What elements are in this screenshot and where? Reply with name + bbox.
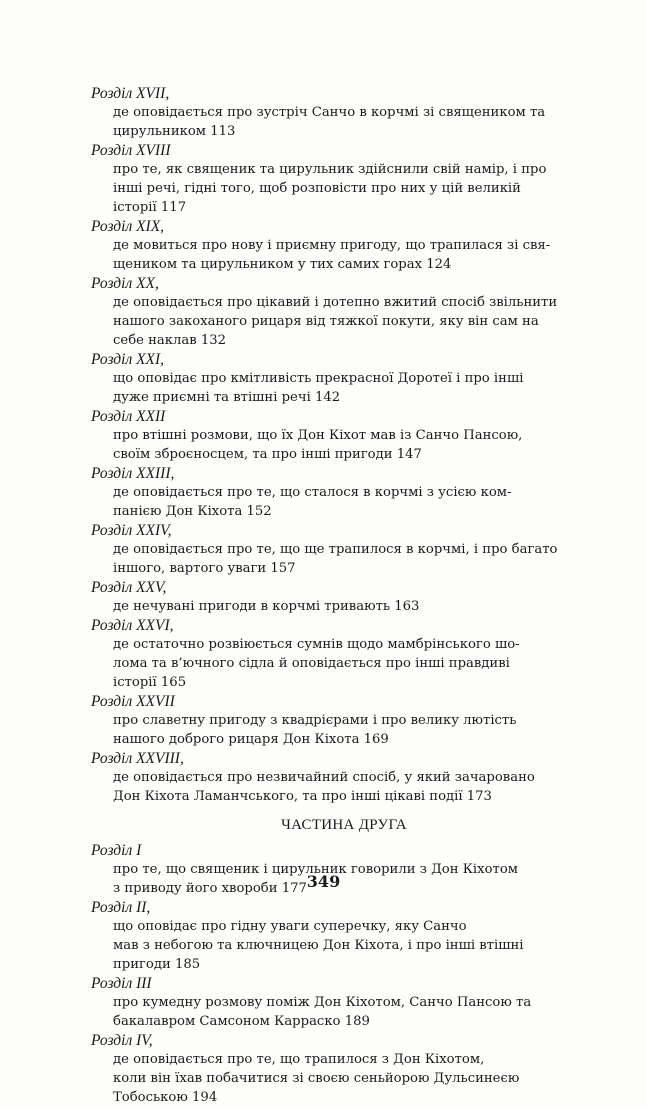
chapter-description-line: лома та в’ючного сідла й оповідається про інші правдиві [113,656,510,671]
chapter-heading: Розділ IV, [91,1032,153,1049]
contents-entry [91,217,597,274]
chapter-description-line: де оповідається про незвичайний спосіб, у який зачаровано [113,770,535,785]
contents-entry [91,407,597,464]
chapter-heading: Розділ XXI, [91,351,165,368]
chapter-description-line: що оповідає про гідну уваги суперечку, яку Санчо [113,919,467,934]
chapter-heading: Розділ III [91,975,152,992]
chapter-heading: Розділ XXII [91,408,166,425]
chapter-heading: Розділ XXVIII, [91,750,184,767]
chapter-description-line: пригоди 185 [113,957,201,972]
chapter-heading: Розділ XXVI, [91,617,174,634]
chapter-description-line: іншого, вартого уваги 157 [113,561,296,576]
chapter-description-line: де мовиться про нову і приємну пригоду, що трапилася зі свя- [113,238,551,253]
chapter-description-line: Дон Кіхота Ламанчського, та про інші цікаві події 173 [113,789,492,804]
contents-entry [91,692,597,749]
page-number: 349 [306,872,341,891]
chapter-heading: Розділ XVII, [91,85,170,102]
chapter-description-line: нашого закоханого рицаря від тяжкої покути, яку він сам на [113,314,539,329]
chapter-description-line: про те, як священик та цирульник здійснили свій намір, і про [113,162,547,177]
contents-entry [91,898,597,974]
chapter-description-line: інші речі, гідні того, щоб розповісти про них у цій великій [113,181,521,196]
chapter-description-line: історії 165 [113,675,187,690]
chapter-description-line: що оповідає про кмітливість прекрасної Доротеї і про інші [113,371,524,386]
chapter-heading: Розділ XXV, [91,579,167,596]
chapter-description-line: нашого доброго рицаря Дон Кіхота 169 [113,732,389,747]
contents-entry [91,974,597,1031]
contents-entry [91,274,597,350]
chapter-description-line: де нечувані пригоди в корчмі тривають 163 [113,599,420,614]
chapter-description-line: про славетну пригоду з квадрієрами і про велику лютість [113,713,517,728]
chapter-heading: Розділ I [91,842,142,859]
chapter-description-line: де остаточно розвіюється сумнів щодо мамбрінського шо- [113,637,520,652]
contents-entry [91,578,597,616]
chapter-description-line: бакалавром Самсоном Карраско 189 [113,1014,370,1029]
contents-entry [91,464,597,521]
chapter-description-line: де оповідається про те, що ще трапилося в корчмі, і про багато [113,542,558,557]
chapter-description-line: з приводу його хвороби 177 [113,881,307,896]
chapter-description-line: цирульником 113 [113,124,236,139]
chapter-description-line: Тобоською 194 [113,1090,218,1105]
contents-entry [91,84,597,141]
chapter-description-line: про те, що священик і цирульник говорили з Дон Кіхотом [113,862,519,877]
chapter-heading: Розділ XXIII, [91,465,175,482]
chapter-description-line: коли він їхав побачитися зі своєю сеньйорою Дульсинеєю [113,1071,520,1086]
chapter-description-line: де оповідається про зустріч Санчо в корчмі зі священиком та [113,105,546,120]
chapter-description-line: де оповідається про те, що трапилося з Дон Кіхотом, [113,1052,485,1067]
contents-entry [91,616,597,692]
chapter-description-line: щеником та цирульником у тих самих горах 124 [113,257,452,272]
chapter-description-line: історії 117 [113,200,187,215]
contents-entry [91,350,597,407]
contents-entry [91,521,597,578]
contents-entry [91,749,597,806]
chapter-heading: Розділ XX, [91,275,159,292]
chapter-heading: Розділ XIX, [91,218,165,235]
chapter-heading: Розділ XXVII [91,693,175,710]
chapter-description-line: себе наклав 132 [113,333,227,348]
part-two-title: ЧАСТИНА ДРУГА [281,817,407,833]
chapter-description-line: мав з небогою та ключницею Дон Кіхота, і про інші втішні [113,938,524,953]
chapter-description-line: де оповідається про цікавий і дотепно вжитий спосіб звільнити [113,295,558,310]
chapter-heading: Розділ XXIV, [91,522,172,539]
chapter-description-line: де оповідається про те, що сталося в корчмі з усією ком- [113,485,512,500]
chapter-heading: Розділ XVIII [91,142,171,159]
chapter-description-line: своїм зброєносцем, та про інші пригоди 147 [113,447,422,462]
contents-entry [91,1031,597,1107]
chapter-description-line: панією Дон Кіхота 152 [113,504,272,519]
chapter-description-line: дуже приємні та втішні речі 142 [113,390,341,405]
chapter-description-line: про кумедну розмову поміж Дон Кіхотом, Санчо Пансою та [113,995,532,1010]
contents-part-one [91,84,597,806]
contents-entry [91,141,597,217]
chapter-description-line: про втішні розмови, що їх Дон Кіхот мав із Санчо Пансою, [113,428,523,443]
chapter-heading: Розділ II, [91,899,151,916]
